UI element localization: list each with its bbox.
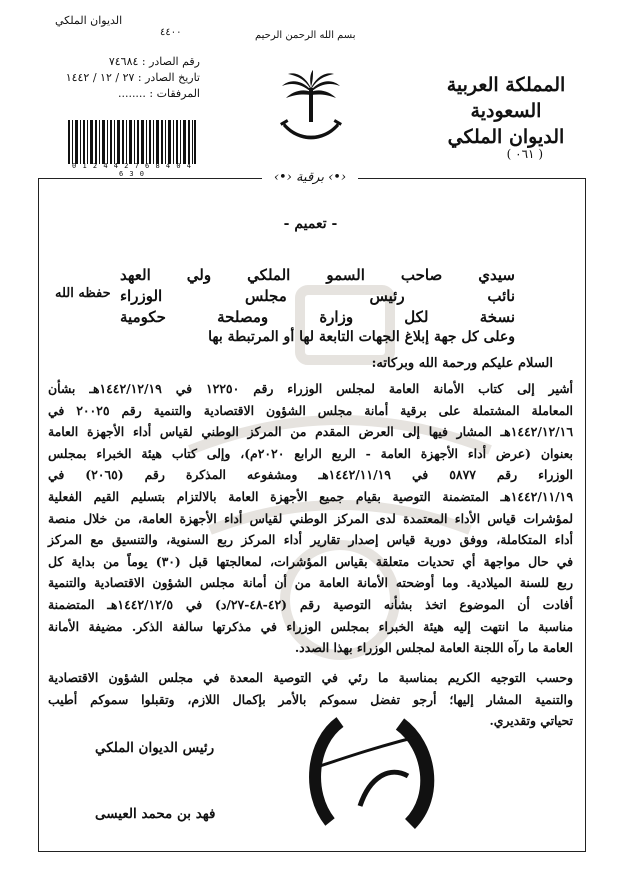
kingdom-heading — [421, 72, 591, 150]
issued-number: رقم الصادر : ٧٤٦٨٤ — [108, 55, 200, 68]
body-line: وحسب التوجيه الكريم بمناسبة ما رئي في التوصية المعدة في مجلس الشؤون الاقتصادية — [48, 670, 573, 685]
kingdom-name: المملكة العربية السعودية — [446, 74, 566, 122]
attachments: المرفقات : ........ — [117, 87, 200, 100]
body-line: بعنوان (عرض أداء الأجهزة العامة - الربع الرابع ٢٠٢٠م)، وإلى كتاب هيئة الخبراء بمجلس — [48, 445, 573, 461]
basmala: بسم الله الرحمن الرحيم — [255, 30, 356, 41]
ornament-right-icon: ‹•› — [273, 170, 292, 185]
body-line: الوزراء رقم ٥٨٧٧ في ١٤٤٢/١١/١٩هـ ومشفوعه المذكرة رقم (٢٠٦٥) في — [48, 467, 573, 483]
honorific: حفظه الله — [55, 286, 111, 301]
issue-meta — [30, 54, 200, 102]
body-line: أداء المتكاملة، ووفق دورية قياس إصدار تقارير أداء المركز ربع السنوية، والتنسيق مع المركز — [48, 532, 573, 548]
body-line: مناسبة ما انتهت إليه هيئة الخبراء بمجلس الوزراء في مذكرتها سالفة الذكر. مضيفة الأمانة — [48, 618, 573, 634]
greeting: السلام عليكم ورحمة الله وبركاته: — [371, 356, 553, 371]
royal-seal-icon — [300, 706, 440, 846]
top-number: ٤٤٠٠ — [160, 27, 182, 38]
signatory-name: فهد بن محمد العيسى — [95, 806, 216, 822]
body-line: تحياتي وتقديري. — [489, 713, 573, 729]
body-paragraph-1 — [48, 378, 573, 659]
body-line: المعاملة المشتملة على برقية أمانة مجلس الشؤون الاقتصادية والتنمية رقم ٢٠٠٢٥ في — [48, 402, 573, 418]
body-line: ربع للسنة الميلادية. وما أوضحته الأمانة العامة من أن أمانة مجلس الشؤون الاقتصادية والتنمية — [48, 575, 573, 591]
body-line: في حال مواجهة أي تحديات متعلقة بقياس المؤشرات، لمعالجتها قبل (٣٠) يوماً من بداية كل — [48, 553, 573, 569]
address-line-1: سيدي صاحب السمو الملكي ولي العهد — [120, 266, 515, 284]
address-line-4: وعلى كل جهة إبلاغ الجهات التابعة لها أو المرتبطة بها — [208, 329, 515, 345]
saudi-emblem-icon — [278, 70, 344, 150]
body-line: ١٤٤٢/١١/١٩هـ المتضمنة التوصية بقيام جميع الأجهزة العامة بالالتزام بتسليم القيم الفعلية — [48, 488, 573, 504]
document-title: - تعميم - — [283, 216, 338, 232]
body-line: العامة ما رآه اللجنة العامة لمجلس الوزراء بهذا الصدد. — [294, 640, 573, 656]
address-line-2: نائب رئيس مجلس الوزراء — [120, 287, 515, 305]
body-line: أشير إلى كتاب الأمانة العامة لمجلس الوزراء رقم ١٢٢٥٠ في ١٤٤٢/١٢/١٩هـ بشأن — [48, 381, 574, 396]
address-line-3: نسخة لكل وزارة ومصلحة حكومية — [120, 308, 515, 326]
body-line: والتنمية المشار إليها؛ أرجو تفضل سموكم بالأمر بإكمال اللازم، وتقبلوا سموكم أطيب — [48, 691, 573, 707]
barcode-icon — [68, 120, 196, 164]
signatory-title: رئيس الديوان الملكي — [95, 740, 215, 756]
top-diwan-label: الديوان الملكي — [55, 14, 123, 27]
body-line: لمؤشرات قياس الأداء المعتمدة لدى المركز الوطني لقياس أداء الأجهزة العامة، من خلال منصة — [48, 510, 573, 526]
issued-date: تاريخ الصادر : ٢٧ / ١٢ / ١٤٤٢ — [65, 71, 200, 84]
barcode-digits: 0 1 2 4 4 2 7 6 8 4 0 4 6 3 0 — [72, 162, 192, 178]
royal-court-name: الديوان الملكي — [447, 126, 565, 148]
barqiya-label: ‹•› برقية ‹•› — [262, 170, 358, 185]
body-line: ١٤٤٢/١٢/١٦هـ المشار فيها إلى العرض المقدم من المركز الوطني لقياس أداء الأجهزة العامة — [48, 424, 573, 440]
document-number: ( ٠٦١ ) — [506, 147, 543, 161]
body-line: أفادت أن الموضوع اتخذ بشأنه التوصية رقم (٤٢-٤٨-٢٧/د) في ١٤٤٢/١٢/٥هـ المتضمنة — [48, 596, 573, 612]
ornament-left-icon: ‹•› — [328, 170, 347, 185]
